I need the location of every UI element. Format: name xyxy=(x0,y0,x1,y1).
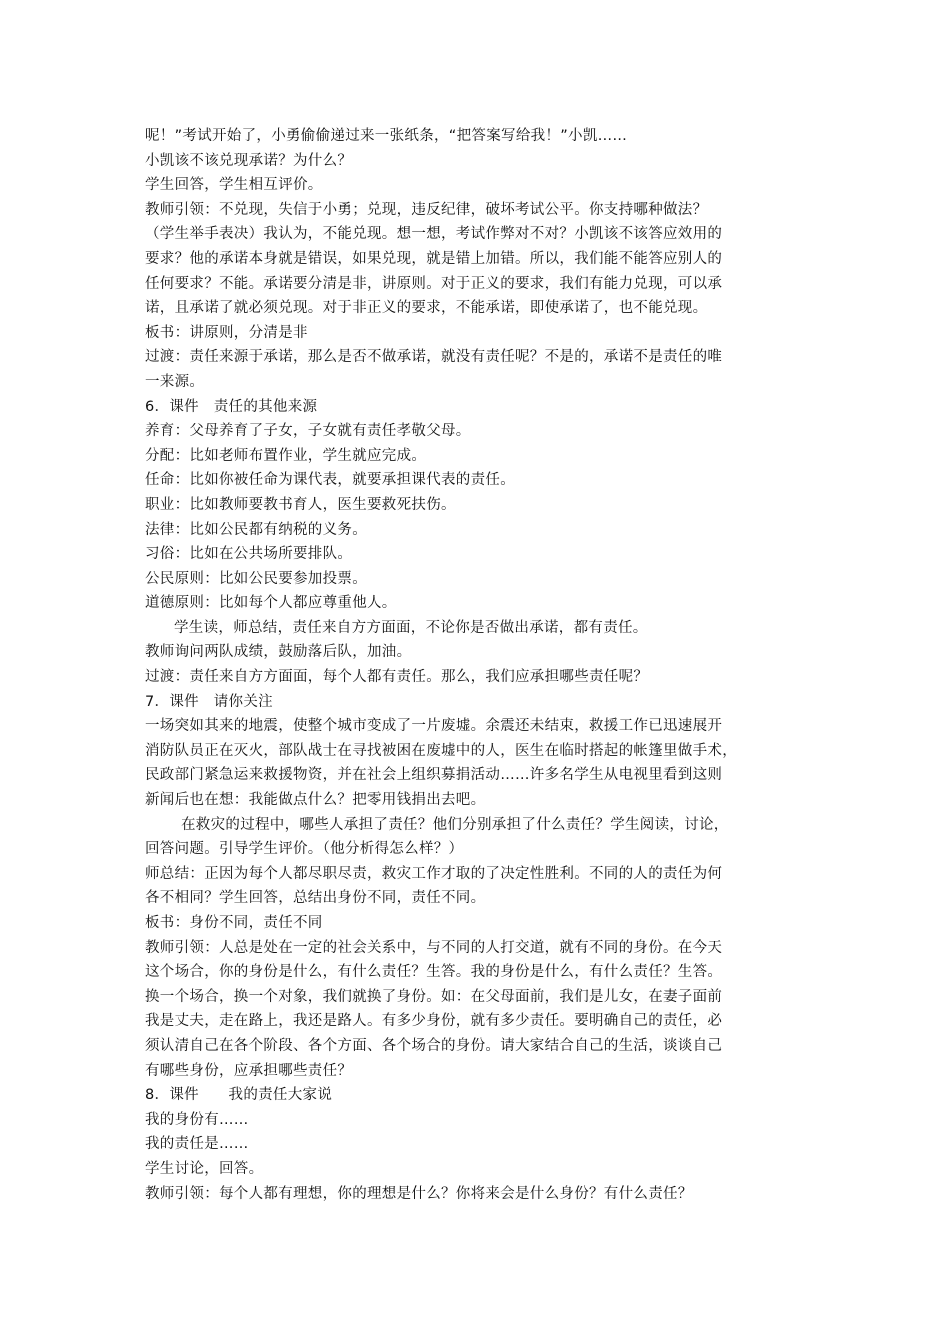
text-line: 小凯该不该兑现承诺？为什么？ xyxy=(145,152,353,169)
text-line: 养育：父母养育了子女，子女就有责任孝敬父母。 xyxy=(145,423,471,440)
text-line: 呢！”考试开始了，小勇偷偷递过来一张纸条，“把答案写给我！”小凯…… xyxy=(145,128,628,144)
text-line: 任命：比如你被任命为课代表，就要承担课代表的责任。 xyxy=(145,472,515,489)
text-line: 板书：身份不同，责任不同 xyxy=(145,915,323,931)
text-line: 各不相同？学生回答，总结出身份不同，责任不同。 xyxy=(145,890,486,907)
text-line: 学生讨论，回答。 xyxy=(145,1160,264,1177)
text-line: 师总结：正因为每个人都尽职尽责，救灾工作才取的了决定性胜利。不同的人的责任为何 xyxy=(145,865,723,882)
document-body xyxy=(145,124,813,1206)
text-line: 回答问题。引导学生评价。（他分析得怎么样？） xyxy=(145,841,464,858)
text-line: 新闻后也在想：我能做点什么？把零用钱捐出去吧。 xyxy=(145,792,486,809)
text-line: 板书：讲原则，分清是非 xyxy=(145,324,308,341)
text-line: 学生回答，学生相互评价。 xyxy=(145,177,323,194)
text-line: 消防队员正在灭火，部队战士在寻找被困在废墟中的人，医生在临时搭起的帐篷里做手术， xyxy=(145,742,737,759)
text-line: 过渡：责任来源于承诺，那么是否不做承诺，就没有责任呢？不是的，承诺不是责任的唯 xyxy=(145,349,723,366)
text-line: 习俗：比如在公共场所要排队。 xyxy=(145,546,353,563)
text-line: 过渡：责任来自方方面面，每个人都有责任。那么，我们应承担哪些责任呢？ xyxy=(145,669,649,686)
text-line: 公民原则：比如公民要参加投票。 xyxy=(145,570,367,587)
text-line: 任何要求？不能。承诺要分清是非，讲原则。对于正义的要求，我们有能力兑现，可以承 xyxy=(145,275,723,292)
text-line: 我的身份有…… xyxy=(145,1111,249,1128)
text-line: 须认清自己在各个阶段、各个方面、各个场合的身份。请大家结合自己的生活，谈谈自己 xyxy=(145,1037,723,1054)
text-line: 要求？他的承诺本身就是错误，如果兑现，就是错上加错。所以，我们能不能答应别人的 xyxy=(145,250,723,267)
text-line: 职业：比如教师要教书育人，医生要救死扶伤。 xyxy=(145,496,456,513)
text-line: 换一个场合，换一个对象，我们就换了身份。如：在父母面前，我们是儿女，在妻子面前 xyxy=(145,988,723,1005)
text-line: （学生举手表决）我认为，不能兑现。想一想，考试作弊对不对？小凯该不该答应效用的 xyxy=(145,226,723,243)
text-line: 一场突如其来的地震，使整个城市变成了一片废墟。余震还未结束，救援工作已迅速展开 xyxy=(145,718,723,735)
text-line: 民政部门紧急运来救援物资，并在社会上组织募捐活动……许多名学生从电视里看到这则 xyxy=(145,767,723,784)
text-line: 法律：比如公民都有纳税的义务。 xyxy=(145,521,367,538)
text-line: 教师询问两队成绩，鼓励落后队，加油。 xyxy=(145,644,412,661)
text-line: 一来源。 xyxy=(145,373,205,390)
section-heading: 7．课件 请你关注 xyxy=(145,693,273,710)
text-line: 我的责任是…… xyxy=(145,1136,249,1153)
section-heading: 6．课件 责任的其他来源 xyxy=(145,398,318,415)
text-line: 学生读，师总结，责任来自方方面面，不论你是否做出承诺，都有责任。 xyxy=(174,619,648,636)
text-line: 分配：比如老师布置作业，学生就应完成。 xyxy=(145,447,427,464)
text-line: 教师引领：人总是处在一定的社会关系中，与不同的人打交道，就有不同的身份。在今天 xyxy=(145,939,723,956)
text-line: 教师引领：每个人都有理想，你的理想是什么？你将来会是什么身份？有什么责任？ xyxy=(145,1185,693,1202)
text-line: 在救灾的过程中，哪些人承担了责任？他们分别承担了什么责任？学生阅读，讨论， xyxy=(181,816,729,833)
text-line: 诺，且承诺了就必须兑现。对于非正义的要求，不能承诺，即使承诺了，也不能兑现。 xyxy=(145,300,708,317)
text-line: 有哪些身份，应承担哪些责任？ xyxy=(145,1062,353,1079)
text-line: 这个场合，你的身份是什么，有什么责任？生答。我的身份是什么，有什么责任？生答。 xyxy=(145,964,723,981)
text-line: 教师引领：不兑现，失信于小勇；兑现，违反纪律，破坏考试公平。你支持哪种做法？ xyxy=(145,201,708,218)
text-line: 道德原则：比如每个人都应尊重他人。 xyxy=(145,595,397,612)
text-line: 我是丈夫，走在路上，我还是路人。有多少身份，就有多少责任。要明确自己的责任，必 xyxy=(145,1013,723,1030)
section-heading: 8．课件 我的责任大家说 xyxy=(145,1087,333,1104)
